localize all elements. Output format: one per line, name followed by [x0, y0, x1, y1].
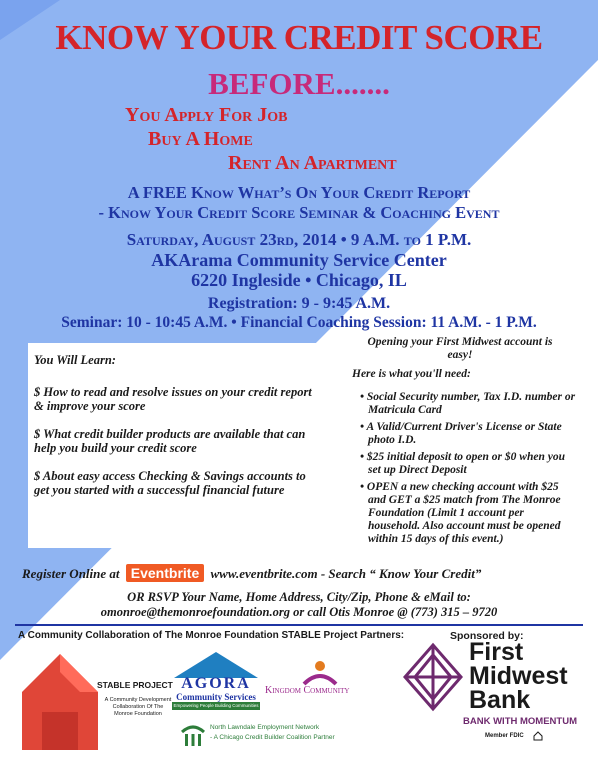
agora-tagline: Empowering People Building Communities — [173, 703, 259, 708]
agora-name: AGORA — [181, 675, 251, 692]
first-midwest-emblem-icon — [402, 642, 464, 712]
kingdom-community-name — [265, 685, 349, 696]
stable-subtitle: A Community Development Collaboration Of The Monroe Foundation — [104, 697, 172, 717]
sponsored-label: Sponsored by: — [450, 630, 524, 642]
fdic-label: Member FDIC — [485, 733, 524, 739]
register-suffix[interactable]: www.eventbrite.com - Search “ Know Your Credit” — [210, 566, 482, 581]
kingdom-figure-icon — [300, 660, 340, 688]
requirement-item: • OPEN a new checking account with $25 and GET a $25 match from The Monroe Foundation (Limit 1 account per household. Also account must be opened within 15 days of this event.) — [360, 481, 561, 545]
event-line-2: - Know Your Credit Score Seminar & Coaching Event — [98, 203, 500, 222]
rsvp-line-1: OR RSVP Your Name, Home Address, City/Zip, Phone & eMail to: — [127, 590, 471, 604]
footer-divider — [15, 624, 583, 626]
event-date: Saturday, August 23rd, 2014 • 9 A.M. to 1 P.M. — [126, 230, 472, 249]
before-heading: BEFORE....... — [208, 66, 390, 101]
account-heading: Opening your First Midwest account is easy! — [367, 336, 553, 361]
account-box — [344, 333, 576, 558]
learn-item: $ How to read and resolve issues on your credit report & improve your score — [34, 385, 312, 413]
kingdom-word: Kingdom — [265, 685, 301, 696]
account-subheading: Here is what you'll need: — [352, 368, 471, 380]
stable-title: STABLE PROJECT — [97, 680, 173, 690]
agora-subtitle: Community Services — [176, 692, 256, 702]
requirement-item: • $25 initial deposit to open or $0 when you set up Direct Deposit — [360, 451, 565, 476]
eventbrite-logo[interactable]: Eventbrite — [126, 564, 204, 582]
reason-apartment: Rent An Apartment — [228, 152, 397, 174]
rsvp-line-2[interactable]: omonroe@themonroefoundation.org or call Otis Monroe @ (773) 315 – 9720 — [100, 605, 498, 619]
learn-heading: You Will Learn: — [34, 353, 116, 367]
reason-home: Buy A Home — [148, 128, 253, 150]
bank-name-bank: Bank — [469, 686, 531, 714]
partners-label: A Community Collaboration of The Monroe Foundation STABLE Project Partners: — [18, 630, 405, 641]
bank-tagline: BANK WITH MOMENTUM — [463, 716, 577, 727]
learn-item: $ What credit builder products are available that can help you build your credit score — [34, 427, 306, 455]
register-line — [22, 564, 582, 582]
learn-item: $ About easy access Checking & Savings accounts to get you started with a successful financial future — [34, 469, 306, 497]
requirement-item: • A Valid/Current Driver's License or State photo I.D. — [360, 421, 562, 446]
event-line-1: A FREE Know What’s On Your Credit Report — [127, 183, 471, 202]
learn-box — [28, 343, 318, 548]
community-word: Community — [303, 685, 350, 696]
event-address: 6220 Ingleside • Chicago, IL — [191, 270, 407, 290]
nlen-building-icon — [180, 722, 206, 748]
bank-name-midwest: Midwest — [469, 662, 568, 690]
bank-name-first: First — [469, 638, 524, 666]
event-venue: AKArama Community Service Center — [151, 250, 447, 270]
event-schedule: Seminar: 10 - 10:45 A.M. • Financial Coaching Session: 11 A.M. - 1 P.M. — [61, 314, 537, 331]
stable-house-logo — [20, 652, 100, 752]
requirement-item: • Social Security number, Tax I.D. number or Matricula Card — [360, 391, 576, 416]
page-title: KNOW YOUR CREDIT SCORE — [55, 18, 543, 57]
agora-tagline-bar — [172, 702, 260, 710]
event-registration: Registration: 9 - 9:45 A.M. — [207, 295, 391, 312]
equal-housing-icon — [533, 731, 543, 741]
nlen-name: North Lawndale Employment Network — [210, 724, 320, 731]
reason-job: You Apply For Job — [125, 104, 288, 126]
nlen-tagline: - A Chicago Credit Builder Coalition Partner — [210, 734, 335, 741]
register-prefix: Register Online at — [22, 566, 120, 581]
